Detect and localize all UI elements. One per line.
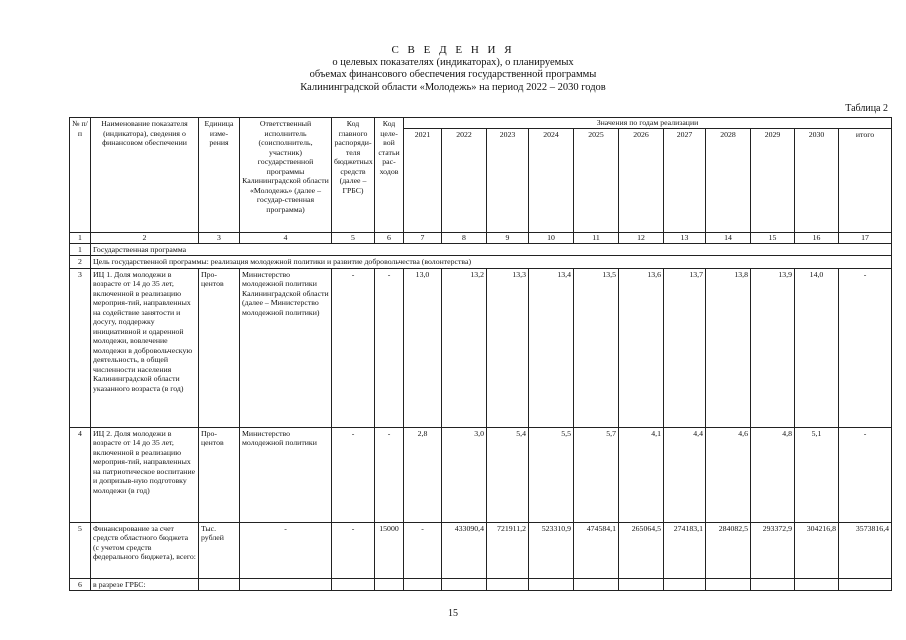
indicator-unit: Про-центов (199, 268, 240, 427)
value-2028: 284082,5 (706, 522, 751, 578)
col-number: 5 (332, 233, 375, 244)
indicator-responsible: Министерство молодежной политики Калининградской области (далее – Министерство молодежной политики) (240, 268, 332, 427)
table-row (70, 268, 892, 427)
value-2025: 474584,1 (574, 522, 619, 578)
value-2021: 13,0 (404, 268, 442, 427)
indicator-unit: Про-центов (199, 427, 240, 522)
page-number: 15 (448, 608, 458, 619)
col-number: 11 (574, 233, 619, 244)
column-numbers-row (70, 233, 892, 244)
heading-title: С В Е Д Е Н И Я (391, 44, 515, 56)
value-2026: 265064,5 (619, 522, 664, 578)
value-2023: 5,4 (487, 427, 529, 522)
col-number: 15 (751, 233, 795, 244)
header-year-2026: 2026 (619, 128, 664, 233)
col-number: 7 (404, 233, 442, 244)
value-2025: 5,7 (574, 427, 619, 522)
col-number: 12 (619, 233, 664, 244)
col-number: 13 (664, 233, 706, 244)
header-unit: Единица изме-рения (199, 118, 240, 233)
col-number: 8 (442, 233, 487, 244)
value-2021: 2,8 (404, 427, 442, 522)
header-year-2030: 2030 (795, 128, 839, 233)
header-year-2022: 2022 (442, 128, 487, 233)
row-section-text: Государственная программа (91, 243, 892, 256)
header-year-2027: 2027 (664, 128, 706, 233)
col-number: 14 (706, 233, 751, 244)
grbs-code: - (332, 268, 375, 427)
row-section-text: в разрезе ГРБС: (91, 578, 199, 591)
value-2028: 4,6 (706, 427, 751, 522)
indicator-name: ИЦ 1. Доля молодежи в возрасте от 14 до 35 лет, включенной в реализацию мероприя-тий, направленных на содействие занятости и досугу, поддержку инициативной и одаренной молодежи, вовлечение молодежи в добровольческую деятельность, в общей численности населения Калининградской области указанного возраста (в год) (91, 268, 199, 427)
value-2025: 13,5 (574, 268, 619, 427)
col-number: 10 (529, 233, 574, 244)
value-total: - (839, 268, 892, 427)
value-2024: 5,5 (529, 427, 574, 522)
table-row (70, 522, 892, 578)
row-number: 1 (70, 243, 91, 256)
value-total: - (839, 427, 892, 522)
value-2021: - (404, 522, 442, 578)
indicator-responsible: Министерство молодежной политики (240, 427, 332, 522)
row-number: 6 (70, 578, 91, 591)
value-2027: 13,7 (664, 268, 706, 427)
document-heading (0, 44, 906, 94)
col-number: 9 (487, 233, 529, 244)
table-row-program (70, 243, 892, 256)
header-responsible: Ответственный исполнитель (соисполнитель, участник) государственной программы Калининградской области «Молодежь» (далее – государ-ственная программа) (240, 118, 332, 233)
indicators-table (69, 117, 892, 591)
value-2030: 304216,8 (795, 522, 839, 578)
table-row (70, 427, 892, 522)
header-year-2025: 2025 (574, 128, 619, 233)
value-2028: 13,8 (706, 268, 751, 427)
value-2024: 13,4 (529, 268, 574, 427)
value-total: 3573816,4 (839, 522, 892, 578)
row-number: 3 (70, 268, 91, 427)
csr-code: 15000 (375, 522, 404, 578)
grbs-code: - (332, 522, 375, 578)
col-number: 16 (795, 233, 839, 244)
value-2029: 4,8 (751, 427, 795, 522)
value-2027: 274183,1 (664, 522, 706, 578)
value-2022: 3,0 (442, 427, 487, 522)
header-row-1 (70, 118, 892, 129)
header-indicator-name: Наименование показателя (индикатора), сведения о финансовом обеспечении (91, 118, 199, 233)
value-2023: 721911,2 (487, 522, 529, 578)
header-grbs-code: Код главного распоряди-теля бюджетных средств (далее – ГРБС) (332, 118, 375, 233)
table-row-grbs (70, 578, 892, 591)
value-2023: 13,3 (487, 268, 529, 427)
header-year-2023: 2023 (487, 128, 529, 233)
header-values-group: Значения по годам реализации (404, 118, 892, 129)
value-2026: 13,6 (619, 268, 664, 427)
header-year-2028: 2028 (706, 128, 751, 233)
csr-code: - (375, 427, 404, 522)
col-number: 2 (91, 233, 199, 244)
grbs-code: - (332, 427, 375, 522)
value-2029: 293372,9 (751, 522, 795, 578)
value-2027: 4,4 (664, 427, 706, 522)
value-2030: 5,1 (795, 427, 839, 522)
csr-code: - (375, 268, 404, 427)
col-number: 6 (375, 233, 404, 244)
header-year-2021: 2021 (404, 128, 442, 233)
row-section-text: Цель государственной программы: реализация молодежной политики и развитие добровольчества (волонтерства) (91, 256, 892, 269)
table-row-goal (70, 256, 892, 269)
header-total: итого (839, 128, 892, 233)
value-2026: 4,1 (619, 427, 664, 522)
heading-line-4: Калининградской области «Молодежь» на период 2022 – 2030 годов (300, 81, 606, 93)
row-number: 2 (70, 256, 91, 269)
row-number: 5 (70, 522, 91, 578)
indicator-unit: Тыс. рублей (199, 522, 240, 578)
col-number: 17 (839, 233, 892, 244)
col-number: 4 (240, 233, 332, 244)
col-number: 1 (70, 233, 91, 244)
indicator-name: Финансирование за счет средств областного бюджета (с учетом средств федерального бюджета), всего: (91, 522, 199, 578)
header-year-2029: 2029 (751, 128, 795, 233)
row-number: 4 (70, 427, 91, 522)
value-2024: 523310,9 (529, 522, 574, 578)
value-2022: 13,2 (442, 268, 487, 427)
value-2029: 13,9 (751, 268, 795, 427)
header-num: № п/п (70, 118, 91, 233)
heading-line-3: объемах финансового обеспечения государственной программы (309, 69, 597, 80)
value-2030: 14,0 (795, 268, 839, 427)
header-year-2024: 2024 (529, 128, 574, 233)
col-number: 3 (199, 233, 240, 244)
table-label: Таблица 2 (845, 103, 888, 114)
indicator-responsible: - (240, 522, 332, 578)
indicator-name: ИЦ 2. Доля молодежи в возрасте от 14 до 35 лет, включенной в реализацию мероприя-тий, направленных на патриотическое воспитание и допризыв-ную подготовку молодежи (в год) (91, 427, 199, 522)
heading-line-2: о целевых показателях (индикаторах), о планируемых (332, 56, 574, 68)
header-csr-code: Код целе-вой статьи рас-ходов (375, 118, 404, 233)
value-2022: 433090,4 (442, 522, 487, 578)
